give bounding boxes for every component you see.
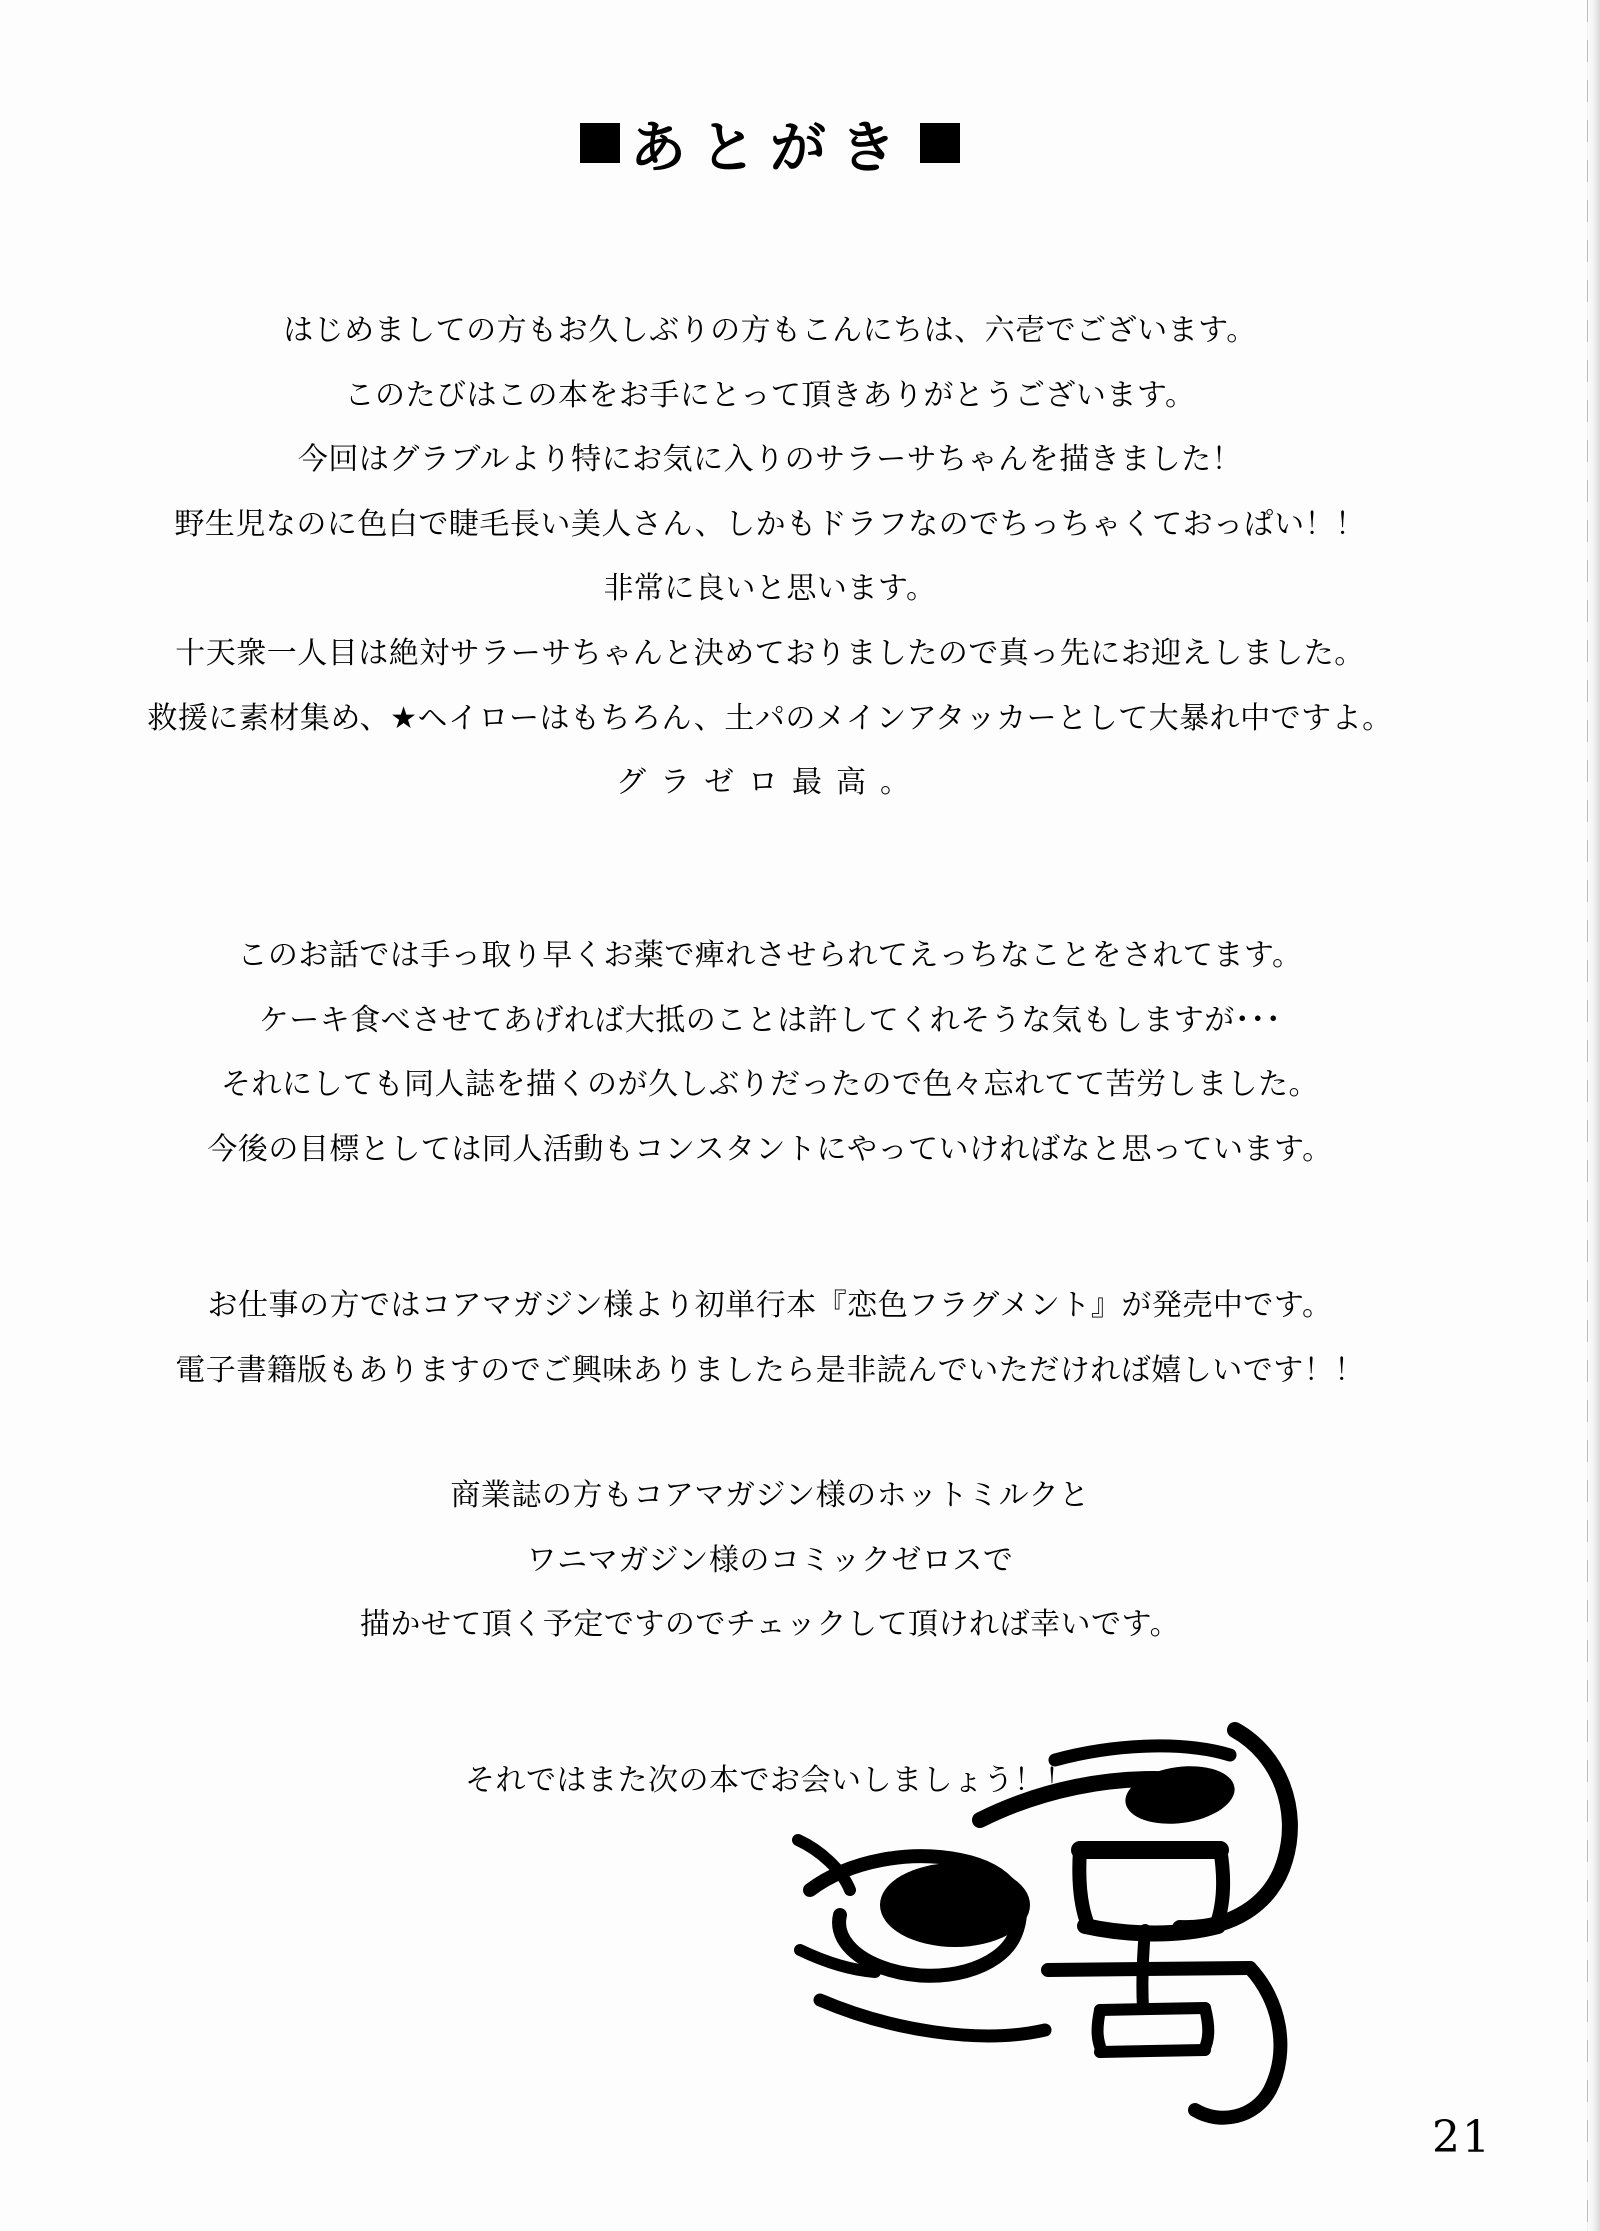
paragraph-line-emphasis: グラゼロ最高。 bbox=[616, 765, 924, 801]
paragraph-line: 今回はグラブルより特にお気に入りのサラーサちゃんを描きました！ bbox=[297, 442, 1243, 478]
paragraph-line: このお話では手っ取り早くお薬で痺れさせられてえっちなことをされてます。 bbox=[237, 938, 1303, 973]
scan-edge-marks bbox=[1587, 0, 1588, 2231]
afterword-paragraph-block-4 bbox=[0, 1475, 1540, 1669]
afterword-paragraph-block-5 bbox=[0, 1760, 1540, 1825]
afterword-paragraph-block-3 bbox=[0, 1285, 1540, 1414]
paragraph-line: ケーキ食べさせてあげれば大抵のことは許してくれそうな気もしますが･･･ bbox=[258, 1002, 1282, 1038]
paragraph-line: 救援に素材集め、★ヘイローはもちろん、土パのメインアタッカーとして大暴れ中ですよ。 bbox=[147, 700, 1393, 736]
paragraph-line: それではまた次の本でお会いしましょう！！ bbox=[465, 1763, 1075, 1798]
square-bullet-left-icon bbox=[580, 123, 620, 163]
paragraph-line: 十天衆一人目は絶対サラーサちゃんと決めておりましたので真っ先にお迎えしました。 bbox=[175, 635, 1365, 671]
paragraph-line: 電子書籍版もありますのでご興味ありましたら是非読んでいただければ嬉しいです！！ bbox=[175, 1352, 1365, 1388]
paragraph-line: 非常に良いと思います。 bbox=[603, 571, 937, 607]
page-title bbox=[0, 118, 1540, 180]
page-title-text: あとがき bbox=[630, 116, 910, 181]
paragraph-line: はじめましての方もお久しぶりの方もこんにちは、六壱でございます。 bbox=[283, 313, 1257, 348]
paragraph-line: それにしても同人誌を描くのが久しぶりだったので色々忘れてて苦労しました。 bbox=[221, 1067, 1319, 1103]
paragraph-line: 今後の目標としては同人活動もコンスタントにやっていければなと思っています。 bbox=[207, 1131, 1333, 1167]
paragraph-line: ワニマガジン様のコミックゼロスで bbox=[526, 1542, 1014, 1578]
afterword-paragraph-block-1 bbox=[0, 310, 1540, 827]
paragraph-line: 野生児なのに色白で睫毛長い美人さん、しかもドラフなのでちっちゃくておっぱい！！ bbox=[174, 506, 1366, 542]
paragraph-line: お仕事の方ではコアマガジン様より初単行本『恋色フラグメント』が発売中です。 bbox=[207, 1288, 1333, 1323]
paragraph-line: 商業誌の方もコアマガジン様のホットミルクと bbox=[450, 1478, 1090, 1513]
afterword-paragraph-block-2 bbox=[0, 935, 1540, 1193]
page-number: 21 bbox=[1432, 2112, 1492, 2163]
square-bullet-right-icon bbox=[920, 123, 960, 163]
paragraph-line: このたびはこの本をお手にとって頂きありがとうございます。 bbox=[344, 377, 1196, 413]
scan-edge-shadow bbox=[1586, 0, 1600, 2231]
paragraph-line: 描かせて頂く予定ですのでチェックして頂ければ幸いです。 bbox=[359, 1607, 1181, 1643]
